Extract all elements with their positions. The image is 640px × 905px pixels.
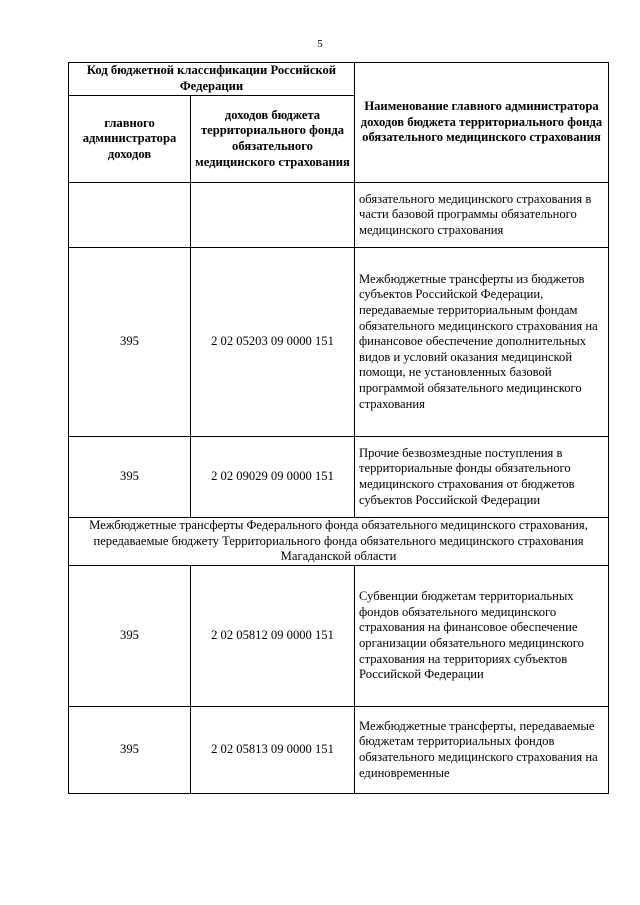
name-cell: Прочие безвозмездные поступления в территориальные фонды обязательного медицинского страхования от бюджетов субъектов Российской Федерации [355,437,609,518]
page-number: 5 [317,38,323,50]
name-cell: обязательного медицинского страхования в части базовой программы обязательного медицинского страхования [355,183,609,248]
table-row [69,707,609,794]
name-cell: Межбюджетные трансферты из бюджетов субъектов Российской Федерации, передаваемые территориальным фондам обязательного медицинского страхования на финансовое обеспечение дополнительных видов и условий оказания медицинской помощи, не установленных базовой программой обязательного медицинского страхования [355,248,609,437]
admin-code-cell: 395 [69,437,191,518]
admin-code-cell [69,183,191,248]
table-row [69,566,609,707]
table-row [69,183,609,248]
header-admin-name: Наименование главного администратора доходов бюджета территориального фонда обязательного медицинского страхования [355,63,609,183]
name-cell: Межбюджетные трансферты, передаваемые бюджетам территориальных фондов обязательного медицинского страхования на единовременные [355,707,609,794]
revenue-code-cell: 2 02 05812 09 0000 151 [191,566,355,707]
header-admin-code: главного администратора доходов [69,96,191,183]
section-title: Межбюджетные трансферты Федерального фонда обязательного медицинского страхования, передаваемые бюджету Территориального фонда обязательного медицинского страхования Магаданской области [69,518,609,566]
budget-classification-table [68,62,609,794]
name-cell: Субвенции бюджетам территориальных фондов обязательного медицинского страхования на финансовое обеспечение организации обязательного медицинского страхования на территориях субъектов Российской Федерации [355,566,609,707]
revenue-code-cell: 2 02 09029 09 0000 151 [191,437,355,518]
admin-code-cell: 395 [69,566,191,707]
table-row [69,248,609,437]
header-bcc-group: Код бюджетной классификации Российской Федерации [69,63,355,96]
revenue-code-cell [191,183,355,248]
header-revenue-code: доходов бюджета территориального фонда обязательного медицинского страхования [191,96,355,183]
revenue-code-cell: 2 02 05203 09 0000 151 [191,248,355,437]
admin-code-cell: 395 [69,707,191,794]
table-row [69,437,609,518]
revenue-code-cell: 2 02 05813 09 0000 151 [191,707,355,794]
admin-code-cell: 395 [69,248,191,437]
section-row [69,518,609,566]
